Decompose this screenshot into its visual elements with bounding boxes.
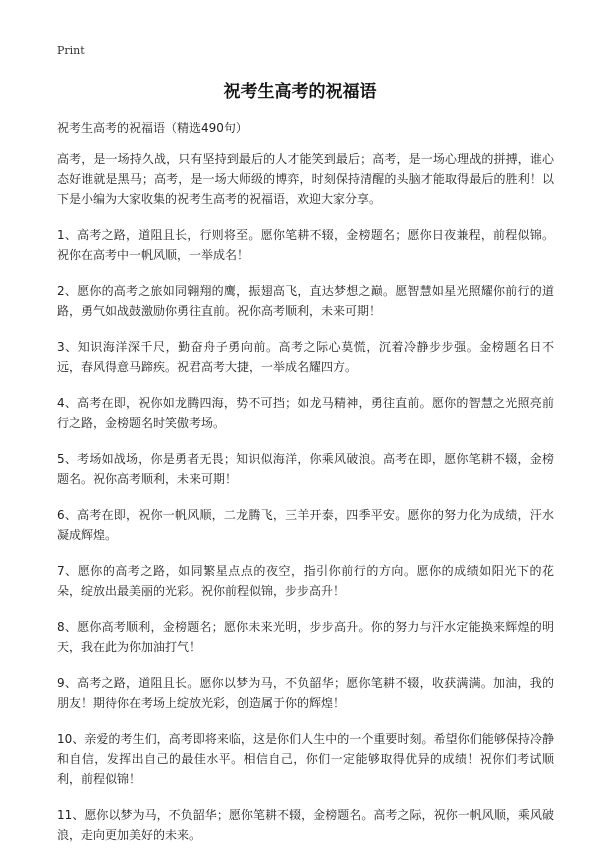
intro-paragraph: 高考，是一场持久战，只有坚持到最后的人才能笑到最后；高考，是一场心理战的拼搏，谁心态好谁就是黑马；高考，是一场大师级的博弈，时刻保持清醒的头脑才能取得最后的胜利！以下是小编为大家收集的祝考生高考的祝福语，欢迎大家分享。 — [57, 152, 554, 206]
print-link[interactable]: Print — [57, 44, 85, 57]
blessing-item-2: 2、愿你的高考之旅如同翱翔的鹰，振翅高飞，直达梦想之巅。愿智慧如星光照耀你前行的道路，勇气如战鼓激励你勇往直前。祝你高考顺利，未来可期！ — [57, 284, 554, 318]
blessing-item-4: 4、高考在即，祝你如龙腾四海，势不可挡；如龙马精神，勇往直前。愿你的智慧之光照亮前行之路，金榜题名时笑傲考场。 — [57, 396, 554, 430]
blessing-item-9: 9、高考之路，道阻且长。愿你以梦为马，不负韶华；愿你笔耕不辍，收获满满。加油，我的朋友！期待你在考场上绽放光彩，创造属于你的辉煌！ — [57, 676, 554, 710]
blessing-item-1: 1、高考之路，道阻且长，行则将至。愿你笔耕不辍，金榜题名；愿你日夜兼程，前程似锦。祝你在高考中一帆风顺，一举成名！ — [57, 228, 554, 262]
blessing-item-10: 10、亲爱的考生们，高考即将来临，这是你们人生中的一个重要时刻。希望你们能够保持冷静和自信，发挥出自己的最佳水平。相信自己，你们一定能够取得优异的成绩！祝你们考试顺利，前程似锦！ — [57, 732, 554, 786]
blessing-item-5: 5、考场如战场，你是勇者无畏；知识似海洋，你乘风破浪。高考在即，愿你笔耕不辍，金榜题名。祝你高考顺利，未来可期！ — [57, 452, 554, 486]
blessing-item-7: 7、愿你的高考之路，如同繁星点点的夜空，指引你前行的方向。愿你的成绩如阳光下的花朵，绽放出最美丽的光彩。祝你前程似锦，步步高升！ — [57, 564, 554, 598]
document-body — [57, 149, 554, 861]
blessing-item-3: 3、知识海洋深千尺，勤奋舟子勇向前。高考之际心莫慌，沉着冷静步步强。金榜题名日不远，春风得意马蹄疾。祝君高考大捷，一举成名耀四方。 — [57, 340, 554, 374]
blessing-item-6: 6、高考在即，祝你一帆风顺，二龙腾飞，三羊开泰，四季平安。愿你的努力化为成绩，汗水凝成辉煌。 — [57, 508, 554, 542]
document-subtitle: 祝考生高考的祝福语（精选490句） — [57, 121, 248, 135]
document-title: 祝考生高考的祝福语 — [223, 82, 377, 102]
blessing-item-8: 8、愿你高考顺利，金榜题名；愿你未来光明，步步高升。你的努力与汗水定能换来辉煌的明天，我在此为你加油打气！ — [57, 620, 554, 654]
blessing-item-11: 11、愿你以梦为马，不负韶华；愿你笔耕不辍，金榜题名。高考之际，祝你一帆风顺，乘风破浪，走向更加美好的未来。 — [57, 808, 554, 842]
